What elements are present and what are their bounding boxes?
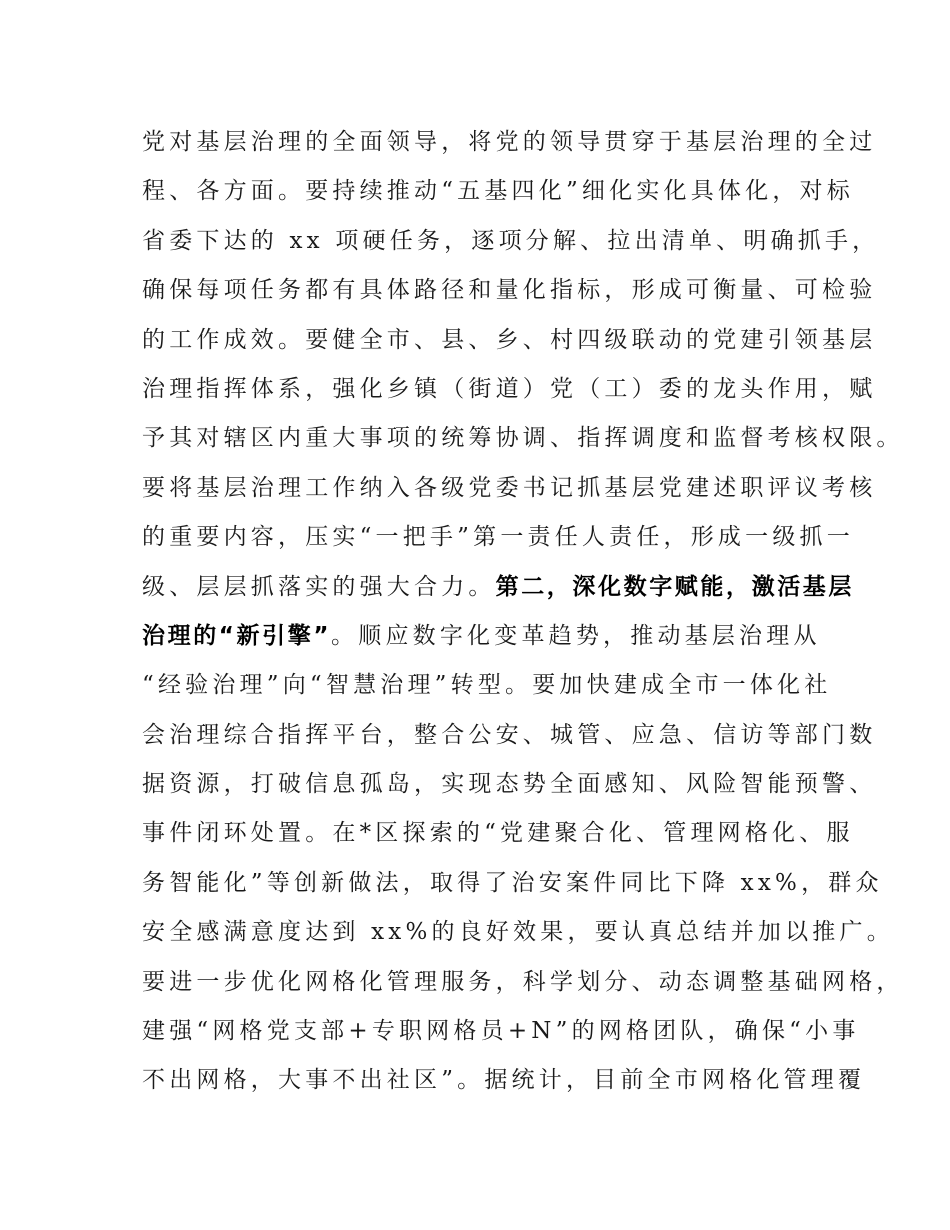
body-text-segment: 要进一步优化网格化管理服务，科学划分、动态调整基础网格， <box>142 968 904 995</box>
body-text-segment: 。顺应数字化变革趋势，推动基层治理从 <box>331 622 821 649</box>
text-line <box>142 365 877 414</box>
body-text-segment: 会治理综合指挥平台，整合公安、城管、应急、信访等部门数 <box>142 721 877 748</box>
body-text-segment: 的重要内容，压实“一把手”第一责任人责任，形成一级抓一 <box>142 524 854 551</box>
text-line <box>142 1007 860 1056</box>
body-text-segment: 省委下达的 xx 项硬任务，逐项分解、拉出清单、明确抓手， <box>142 227 880 254</box>
body-text-segment: 级、层层抓落实的强大合力。 <box>142 573 496 600</box>
text-line <box>142 464 877 513</box>
body-text-segment: 程、各方面。要持续推动“五基四化”细化实化具体化，对标 <box>142 178 854 205</box>
text-line <box>142 513 854 562</box>
body-text-segment: 党对基层治理的全面领导，将党的领导贯穿于基层治理的全过 <box>142 129 877 155</box>
text-line <box>142 1056 866 1105</box>
text-line <box>142 316 877 365</box>
text-line <box>142 612 822 661</box>
text-line <box>142 217 880 266</box>
body-text-segment: 确保每项任务都有具体路径和量化指标，形成可衡量、可检验 <box>142 277 877 304</box>
body-text-segment: 务智能化”等创新做法，取得了治安案件同比下降 xx%，群众 <box>142 869 883 896</box>
body-text-segment: “经验治理”向“智慧治理”转型。要加快建成全市一体化社 <box>142 672 832 699</box>
bold-heading-text: 第二，深化数字赋能，激活基层 <box>495 573 855 600</box>
bold-heading-text: 治理的“新引擎” <box>142 622 332 649</box>
text-line <box>142 908 894 957</box>
text-line <box>142 958 904 1007</box>
body-text-segment: 治理指挥体系，强化乡镇（街道）党（工）委的龙头作用，赋 <box>142 375 877 402</box>
text-line <box>142 809 854 858</box>
body-text-segment: 安全感满意度达到 xx%的良好效果，要认真总结并加以推广。 <box>142 919 894 946</box>
text-line <box>142 414 904 463</box>
text-line <box>142 167 854 216</box>
text-line <box>142 266 877 315</box>
text-line <box>142 563 855 612</box>
text-line <box>142 661 832 710</box>
body-text-segment: 予其对辖区内重大事项的统筹协调、指挥调度和监督考核权限。 <box>142 425 904 452</box>
body-text-segment: 事件闭环处置。在*区探索的“党建聚合化、管理网格化、服 <box>142 820 854 847</box>
body-text-segment: 不出网格，大事不出社区”。据统计，目前全市网格化管理覆 <box>142 1067 866 1094</box>
body-paragraph <box>142 118 904 1106</box>
body-text-segment: 建强“网格党支部+专职网格员+N”的网格团队，确保“小事 <box>142 1018 860 1045</box>
text-line <box>142 118 877 167</box>
text-line <box>142 859 883 908</box>
text-line <box>142 760 877 809</box>
text-line <box>142 711 877 760</box>
body-text-segment: 要将基层治理工作纳入各级党委书记抓基层党建述职评议考核 <box>142 474 877 501</box>
body-text-segment: 的工作成效。要健全市、县、乡、村四级联动的党建引领基层 <box>142 326 877 353</box>
body-text-segment: 据资源，打破信息孤岛，实现态势全面感知、风险智能预警、 <box>142 771 877 798</box>
